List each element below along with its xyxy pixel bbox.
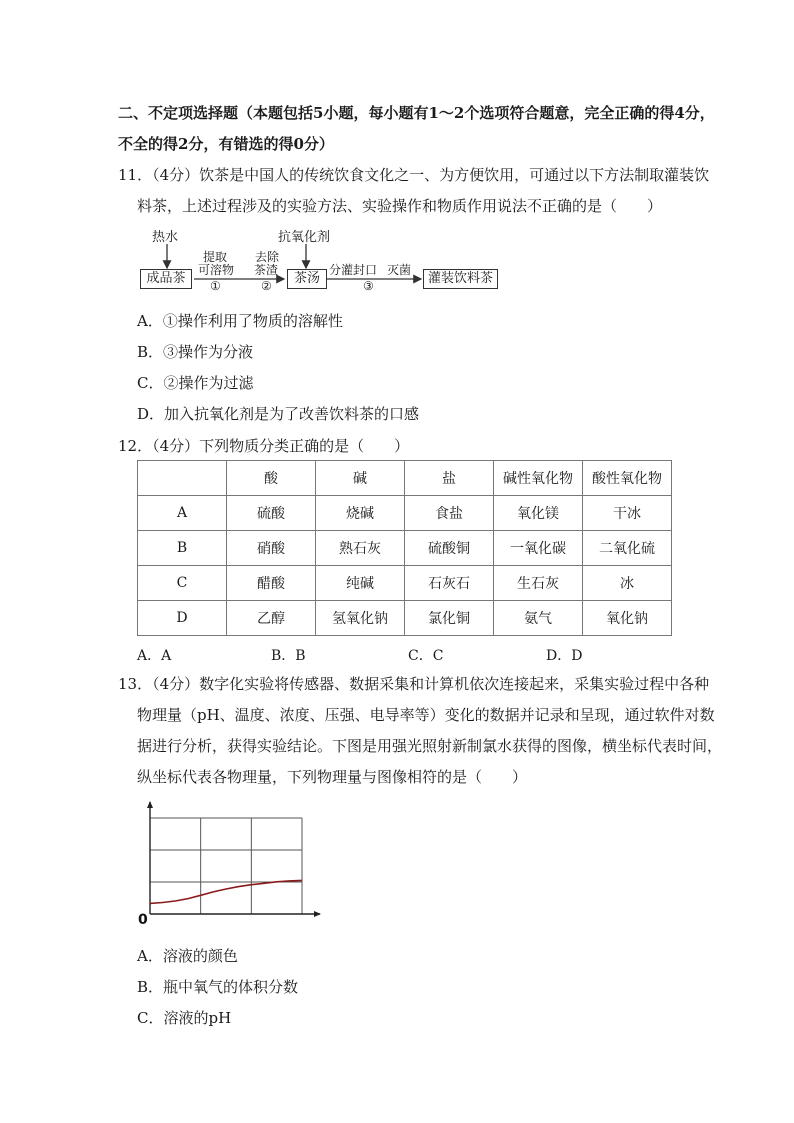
table-cell: 醋酸 [227, 566, 316, 601]
q13-option-c: C．溶液的pH [137, 1009, 232, 1027]
q11-option-d: D．加入抗氧化剂是为了改善饮料茶的口感 [137, 405, 420, 423]
flow-step2-num: ② [261, 279, 272, 293]
flow-step2-mid: 茶渣 [254, 263, 279, 277]
table-cell: 硫酸铜 [405, 531, 494, 566]
section-header-line1: 二、不定项选择题（本题包括5小题，每小题有1～2个选项符合题意，完全正确的得4分， [118, 104, 715, 122]
q11-option-c: C．②操作为过滤 [137, 374, 254, 392]
table-cell: 硝酸 [227, 531, 316, 566]
flow-step1-mid: 可溶物 [198, 263, 235, 277]
table-cell: 生石灰 [494, 566, 583, 601]
table-cell: 食盐 [405, 496, 494, 531]
q13-option-b: B．瓶中氧气的体积分数 [137, 978, 299, 996]
table-cell: 二氧化硫 [583, 531, 672, 566]
table-row [138, 601, 672, 636]
data-series-line [150, 880, 302, 903]
q12-answer-a: A．A [137, 648, 172, 664]
table-cell: 冰 [583, 566, 672, 601]
flow-step1-top: 提取 [203, 250, 228, 264]
q11-stem-line2: 料茶，上述过程涉及的实验方法、实验操作和物质作用说法不正确的是（ ） [137, 197, 663, 215]
table-header-row [138, 461, 672, 496]
table-row [138, 531, 672, 566]
table-header-cell: 酸性氧化物 [583, 461, 672, 496]
table-header-cell [138, 461, 227, 496]
table-cell: 氧化钠 [583, 601, 672, 636]
table-cell: 熟石灰 [316, 531, 405, 566]
flow-box-finished-tea: 成品茶 [140, 269, 192, 289]
table-row [138, 496, 672, 531]
table-header-cell: 酸 [227, 461, 316, 496]
table-cell: 氯化铜 [405, 601, 494, 636]
table-row [138, 566, 672, 601]
table-cell: 石灰石 [405, 566, 494, 601]
table-cell: 乙醇 [227, 601, 316, 636]
q11-option-a: A．①操作利用了物质的溶解性 [137, 312, 343, 330]
q12-answer-d: D．D [546, 648, 583, 664]
table-cell: A [138, 496, 227, 531]
q13-chart [136, 800, 326, 928]
q13-stem-line2: 物理量（pH、温度、浓度、压强、电导率等）变化的数据并记录和呈现，通过软件对数 [137, 706, 715, 724]
flow-antioxidant-label: 抗氧化剂 [278, 230, 331, 245]
q12-answer-b: B．B [271, 648, 306, 664]
table-header-cell: 碱 [316, 461, 405, 496]
section-header-line2: 不全的得2分，有错选的得0分） [118, 135, 334, 153]
flow-hot-water-label: 热水 [152, 230, 179, 245]
chart-origin-label: 0 [138, 912, 148, 928]
q13-stem-line3: 据进行分析，获得实验结论。下图是用强光照射新制氯水获得的图像，横坐标代表时间， [137, 737, 723, 755]
table-header-cell: 盐 [405, 461, 494, 496]
q13-stem-line1: 13．（4分）数字化实验将传感器、数据采集和计算机依次连接起来，采集实验过程中各种 [118, 675, 710, 693]
flow-box-canned-tea: 灌装饮料茶 [423, 269, 498, 289]
flow-step3-num: ③ [363, 279, 374, 293]
flow-step1-num: ① [210, 279, 221, 293]
q13-option-a: A．溶液的颜色 [137, 947, 238, 965]
table-cell: 一氧化碳 [494, 531, 583, 566]
table-cell: 硫酸 [227, 496, 316, 531]
flow-step2-top: 去除 [255, 250, 280, 264]
x-axis-arrowhead [314, 911, 321, 917]
q12-classification-table [137, 460, 672, 636]
q12-answer-c: C．C [408, 648, 444, 664]
table-cell: 氢氧化钠 [316, 601, 405, 636]
table-cell: 氧化镁 [494, 496, 583, 531]
y-axis-arrowhead [147, 801, 153, 808]
table-cell: B [138, 531, 227, 566]
table-cell: C [138, 566, 227, 601]
flow-step3-top: 分灌封口 [329, 263, 378, 277]
table-cell: 烧碱 [316, 496, 405, 531]
flow-box-tea-soup: 茶汤 [287, 269, 327, 289]
q11-stem-line1: 11．（4分）饮茶是中国人的传统饮食文化之一、为方便饮用，可通过以下方法制取灌装饮 [118, 166, 710, 184]
table-cell: 纯碱 [316, 566, 405, 601]
table-cell: 干冰 [583, 496, 672, 531]
q12-stem: 12．（4分）下列物质分类正确的是（ ） [118, 437, 410, 455]
table-cell: D [138, 601, 227, 636]
q11-option-b: B．③操作为分液 [137, 343, 254, 361]
flow-step4-top: 灭菌 [387, 263, 412, 277]
table-header-cell: 碱性氧化物 [494, 461, 583, 496]
q13-stem-line4: 纵坐标代表各物理量，下列物理量与图像相符的是（ ） [137, 768, 528, 786]
table-cell: 氨气 [494, 601, 583, 636]
